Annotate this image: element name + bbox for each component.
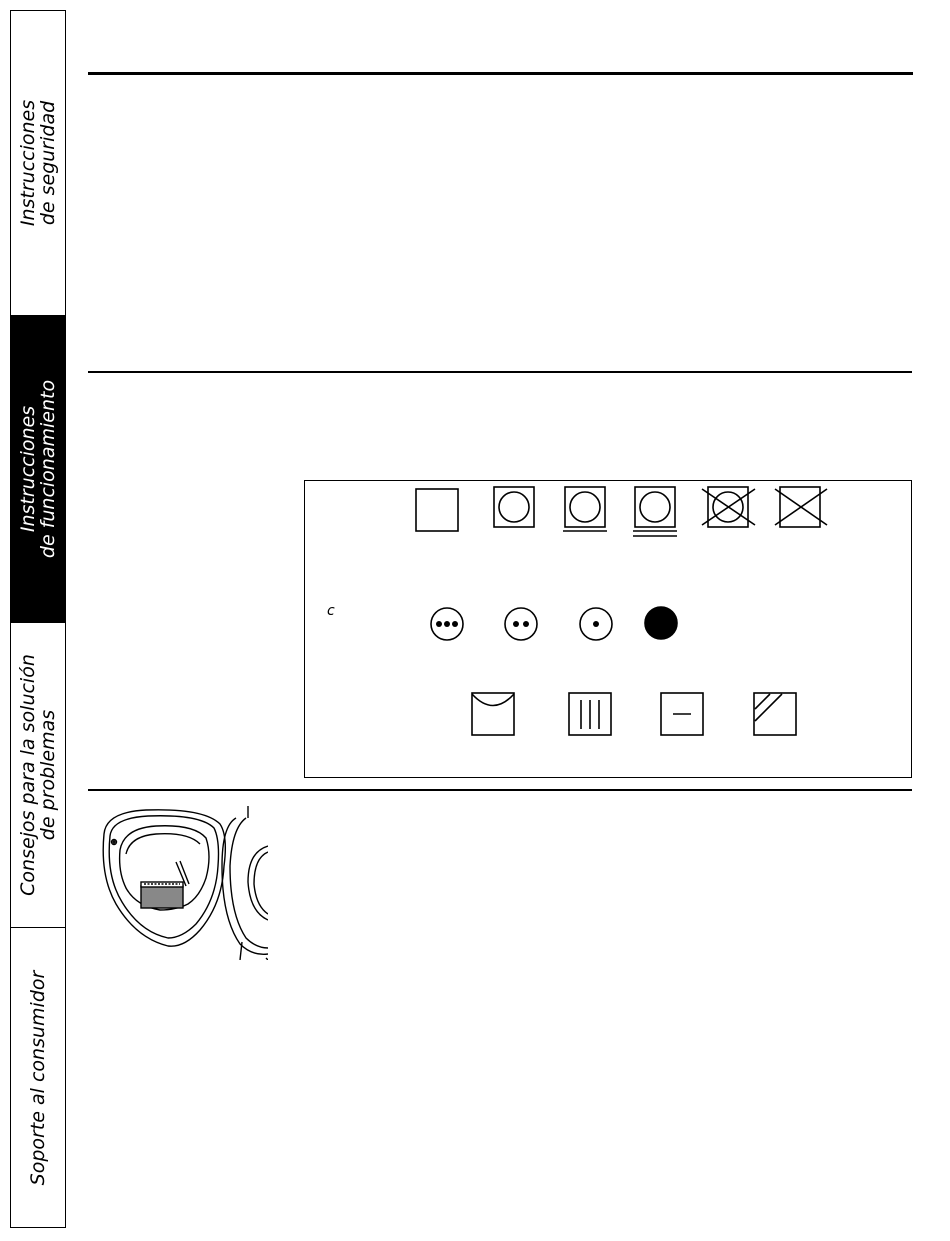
dry-flat-icon [661, 693, 703, 735]
side-tab-column [10, 10, 66, 1228]
medium-heat-icon [505, 608, 537, 640]
high-heat-icon [431, 608, 463, 640]
tab-label-line1: Consejos para la solución [17, 654, 39, 896]
tumble-dry-extra-delicate-icon [633, 487, 677, 536]
section-divider-middle [88, 371, 912, 373]
dry-in-shade-icon [754, 693, 796, 735]
tab-safety-instructions[interactable] [11, 11, 65, 316]
tumble-dry-normal-icon [416, 489, 458, 531]
dryer-drum-lint-filter-illustration [96, 806, 268, 960]
tumble-dry-permanent-press-icon [494, 487, 534, 527]
tab-label-line2: de funcionamiento [37, 379, 59, 559]
tab-operating-instructions[interactable] [11, 316, 65, 623]
low-heat-icon [580, 608, 612, 640]
tab-consumer-support[interactable] [11, 928, 65, 1227]
tab-troubleshooting-tips[interactable] [11, 623, 65, 928]
do-not-dry-icon [775, 487, 827, 527]
tab-label-line1: Soporte al consumidor [27, 970, 49, 1185]
symbol-row-label: c [327, 603, 335, 619]
tab-label-line1: Instrucciones [17, 405, 39, 533]
section-divider-top [88, 72, 913, 75]
drip-dry-icon [569, 693, 611, 735]
tab-label-line2: de seguridad [37, 100, 59, 226]
tab-label-line2: de problemas [37, 709, 59, 841]
tumble-dry-delicate-icon [563, 487, 607, 531]
do-not-tumble-dry-icon [702, 487, 755, 527]
line-dry-icon [472, 693, 514, 735]
section-divider-lower [88, 789, 912, 791]
tab-label-line1: Instrucciones [17, 99, 39, 227]
no-heat-icon [645, 607, 677, 639]
fabric-care-symbols-box [304, 480, 912, 778]
